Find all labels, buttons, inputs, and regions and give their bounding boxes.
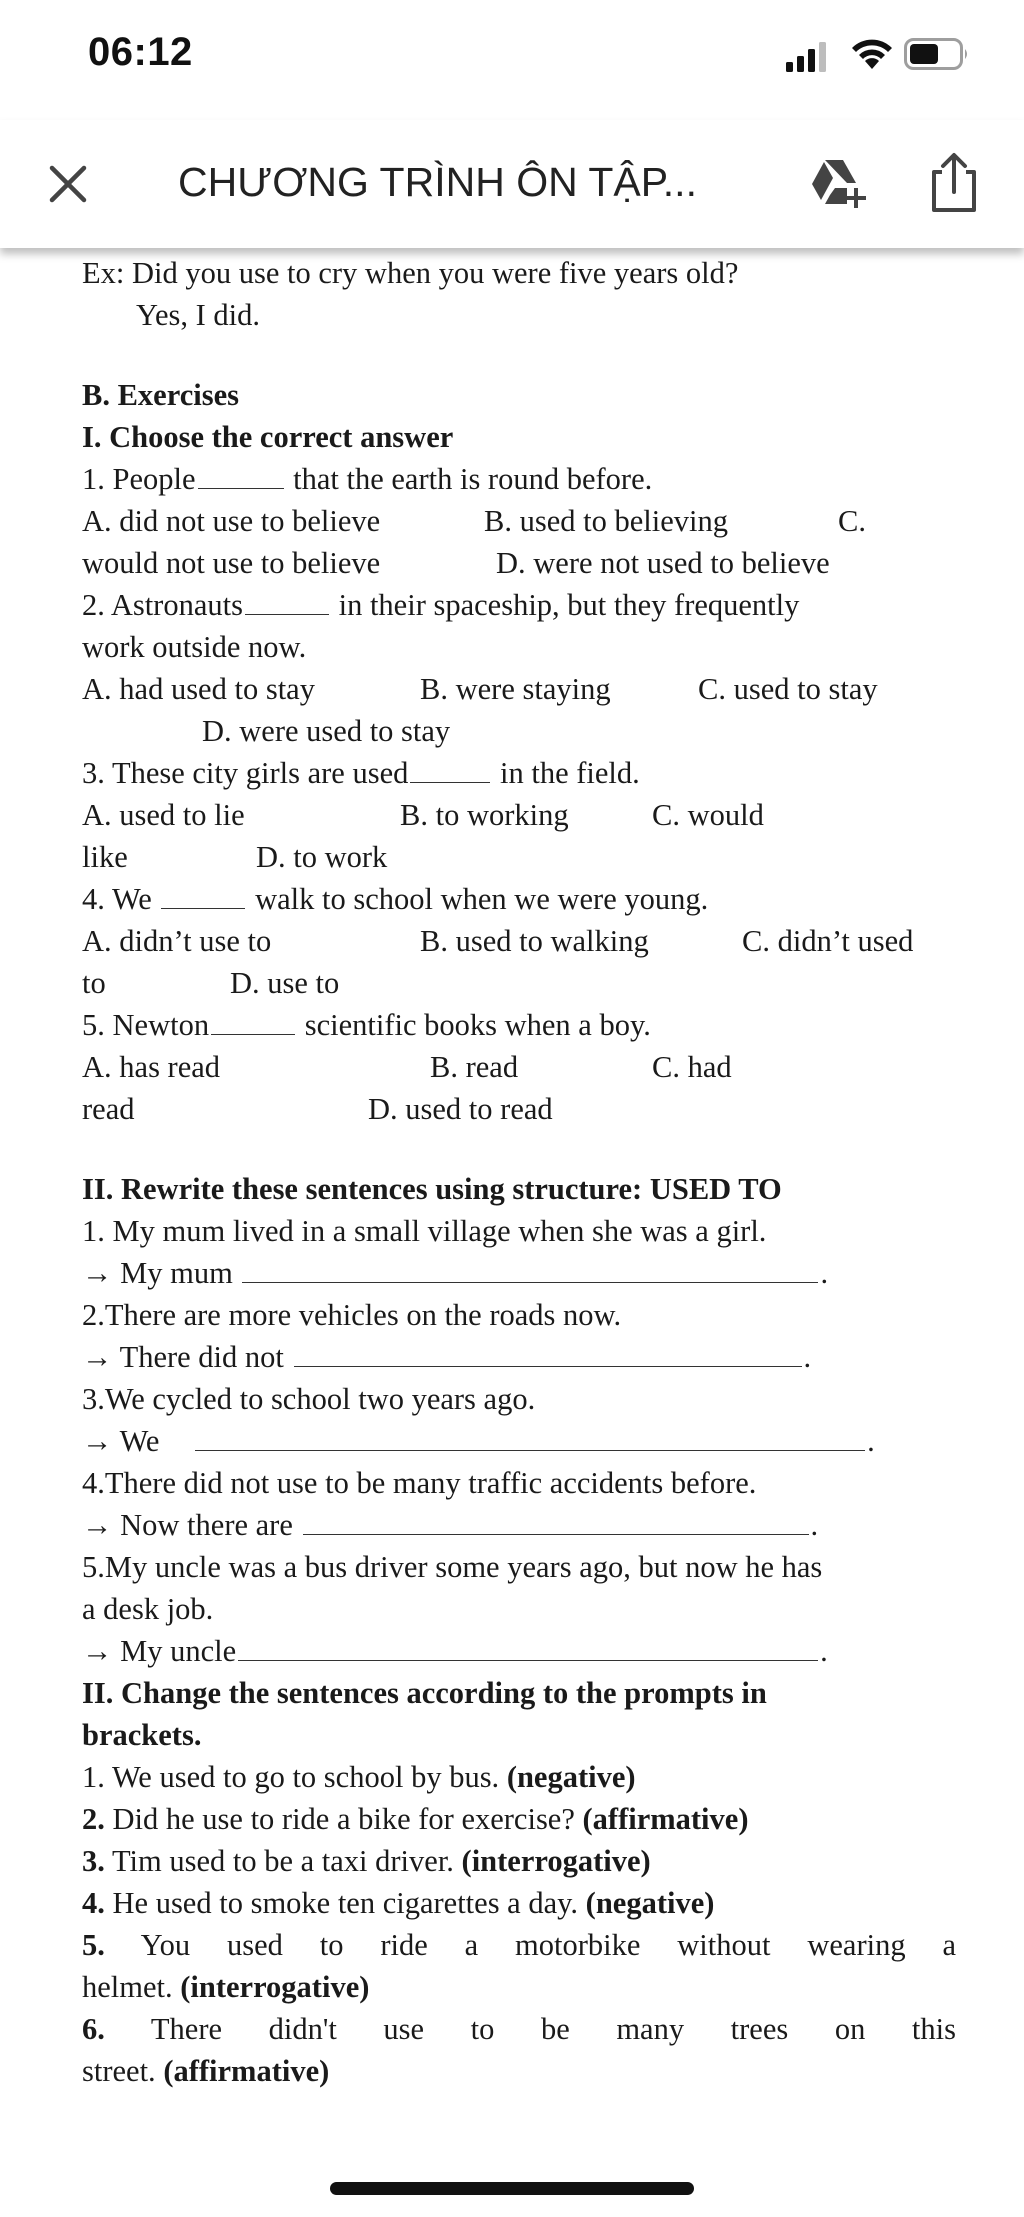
question-5-options-row2 bbox=[82, 1088, 962, 1130]
option-c: C. didn’t used bbox=[742, 924, 914, 958]
answer-blank bbox=[161, 878, 245, 909]
change-4 bbox=[82, 1882, 962, 1924]
answer-blank bbox=[238, 1630, 818, 1661]
question-4-end: walk to school when we were young. bbox=[255, 882, 709, 916]
question-5 bbox=[82, 1004, 962, 1046]
share-icon[interactable] bbox=[924, 150, 984, 216]
change-number: 3. bbox=[82, 1844, 105, 1878]
rewrite-5-answer-line bbox=[82, 1630, 962, 1672]
change-6-cont bbox=[82, 2050, 962, 2088]
change-number: 4. bbox=[82, 1886, 105, 1920]
option-a: A. has read bbox=[82, 1050, 221, 1084]
option-b: B. were staying bbox=[420, 672, 611, 706]
question-1-options-row2 bbox=[82, 542, 962, 584]
question-4 bbox=[82, 878, 962, 920]
question-2 bbox=[82, 584, 962, 626]
change-sentence: 1. We used to go to school by bus. bbox=[82, 1760, 500, 1794]
part3-heading: II. Change the sentences according to the prompts in bbox=[82, 1676, 767, 1710]
change-sentence: Tim used to be a taxi driver. bbox=[111, 1844, 454, 1878]
change-sentence: There didn't use to be many trees on this bbox=[150, 2012, 956, 2046]
change-prompt: (negative) bbox=[585, 1886, 715, 1920]
option-b: B. used to believing bbox=[484, 504, 728, 538]
example-answer: Yes, I did. bbox=[136, 298, 261, 332]
option-d: D. use to bbox=[230, 966, 340, 1000]
question-4-options-row2 bbox=[82, 962, 962, 1004]
period: . bbox=[820, 1634, 828, 1668]
change-prompt: (affirmative) bbox=[163, 2054, 330, 2088]
option-a: A. had used to stay bbox=[82, 672, 315, 706]
option-c-cont: read bbox=[82, 1092, 135, 1126]
wifi-icon bbox=[850, 36, 894, 70]
option-b: B. used to walking bbox=[420, 924, 649, 958]
part3-heading-cont: brackets. bbox=[82, 1718, 202, 1752]
question-4-options-row1 bbox=[82, 920, 962, 962]
change-prompt: (affirmative) bbox=[582, 1802, 749, 1836]
question-1-end: that the earth is round before. bbox=[293, 462, 653, 496]
example-question: Ex: Did you use to cry when you were five years old? bbox=[82, 256, 739, 290]
question-3 bbox=[82, 752, 962, 794]
change-5 bbox=[82, 1924, 956, 1966]
change-number: 5. bbox=[82, 1928, 105, 1962]
rewrite-1-answer-line bbox=[82, 1252, 962, 1294]
question-5-end: scientific books when a boy. bbox=[304, 1008, 651, 1042]
change-6 bbox=[82, 2008, 956, 2050]
section-b-heading: B. Exercises bbox=[82, 378, 239, 412]
change-2 bbox=[82, 1798, 962, 1840]
question-4-start: 4. We bbox=[82, 882, 152, 916]
change-3 bbox=[82, 1840, 962, 1882]
rewrite-5: 5.My uncle was a bus driver some years ago, but now he has bbox=[82, 1550, 823, 1584]
option-d: D. used to read bbox=[368, 1092, 553, 1126]
rewrite-3-answer-line bbox=[82, 1420, 962, 1462]
question-3-options-row2 bbox=[82, 836, 962, 878]
answer-blank bbox=[410, 752, 490, 783]
change-number: 2. bbox=[82, 1802, 105, 1836]
period: . bbox=[810, 1508, 819, 1542]
rewrite-prompt: → We bbox=[82, 1424, 160, 1458]
option-c: C. had bbox=[652, 1050, 732, 1084]
rewrite-2-answer-line bbox=[82, 1336, 962, 1378]
change-prompt: (interrogative) bbox=[180, 1970, 370, 2004]
change-sentence-cont: helmet. bbox=[82, 1970, 173, 2004]
part1-heading: I. Choose the correct answer bbox=[82, 420, 454, 454]
change-sentence-cont: street. bbox=[82, 2054, 156, 2088]
cellular-signal-icon bbox=[786, 42, 830, 72]
change-sentence: He used to smoke ten cigarettes a day. bbox=[112, 1886, 579, 1920]
status-bar bbox=[0, 0, 1024, 120]
option-a: A. didn’t use to bbox=[82, 924, 272, 958]
question-3-options-row1 bbox=[82, 794, 962, 836]
question-2-start: 2. Astronauts bbox=[82, 588, 243, 622]
change-prompt: (interrogative) bbox=[461, 1844, 651, 1878]
question-5-start: 5. Newton bbox=[82, 1008, 210, 1042]
option-c: C. would bbox=[652, 798, 764, 832]
rewrite-1: 1. My mum lived in a small village when she was a girl. bbox=[82, 1214, 767, 1248]
rewrite-prompt: → There did not bbox=[82, 1340, 284, 1374]
option-d: D. to work bbox=[256, 840, 388, 874]
rewrite-4-answer-line bbox=[82, 1504, 962, 1546]
battery-icon bbox=[904, 38, 970, 70]
change-5-cont bbox=[82, 1966, 962, 2008]
question-2-end: in their spaceship, but they frequently bbox=[338, 588, 800, 622]
answer-blank bbox=[198, 458, 284, 489]
option-a: A. did not use to believe bbox=[82, 504, 381, 538]
question-1-start: 1. People bbox=[82, 462, 196, 496]
option-c-cont: to bbox=[82, 966, 106, 1000]
add-to-drive-icon[interactable] bbox=[804, 154, 868, 214]
question-2-cont: work outside now. bbox=[82, 630, 307, 664]
close-icon[interactable] bbox=[40, 156, 96, 212]
question-1-options-row1 bbox=[82, 500, 962, 542]
rewrite-prompt: → My uncle bbox=[82, 1634, 237, 1668]
option-c-cont: would not use to believe bbox=[82, 546, 381, 580]
answer-blank bbox=[195, 1420, 865, 1451]
period: . bbox=[803, 1340, 812, 1374]
rewrite-prompt: → My mum bbox=[82, 1256, 233, 1290]
part2-heading: II. Rewrite these sentences using structure: USED TO bbox=[82, 1172, 782, 1206]
rewrite-5-cont: a desk job. bbox=[82, 1592, 214, 1626]
question-2-option-d: D. were used to stay bbox=[202, 714, 451, 748]
home-indicator[interactable] bbox=[330, 2182, 694, 2195]
option-a: A. used to lie bbox=[82, 798, 245, 832]
question-1 bbox=[82, 458, 962, 500]
period: . bbox=[820, 1256, 829, 1290]
rewrite-4: 4.There did not use to be many traffic accidents before. bbox=[82, 1466, 757, 1500]
document-title: CHƯƠNG TRÌNH ÔN TẬP... bbox=[178, 159, 697, 205]
answer-blank bbox=[294, 1336, 802, 1367]
answer-blank bbox=[242, 1252, 818, 1283]
rewrite-prompt: → Now there are bbox=[82, 1508, 293, 1542]
answer-blank bbox=[245, 584, 329, 615]
app-bar bbox=[0, 120, 1024, 248]
change-sentence: You used to ride a motorbike without wearing a bbox=[140, 1928, 956, 1962]
rewrite-2: 2.There are more vehicles on the roads now. bbox=[82, 1298, 622, 1332]
change-1 bbox=[82, 1756, 962, 1798]
status-time: 06:12 bbox=[88, 30, 193, 74]
change-sentence: Did he use to ride a bike for exercise? bbox=[112, 1802, 575, 1836]
option-b: B. read bbox=[430, 1050, 519, 1084]
answer-blank bbox=[211, 1004, 295, 1035]
question-3-end: in the field. bbox=[500, 756, 640, 790]
option-d: D. were not used to believe bbox=[496, 546, 830, 580]
option-b: B. to working bbox=[400, 798, 569, 832]
rewrite-3: 3.We cycled to school two years ago. bbox=[82, 1382, 536, 1416]
option-c: C. used to stay bbox=[698, 672, 878, 706]
answer-blank bbox=[303, 1504, 809, 1535]
option-c: C. bbox=[838, 504, 866, 538]
option-c-cont: like bbox=[82, 840, 128, 874]
question-2-options-row1 bbox=[82, 668, 962, 710]
document-page[interactable] bbox=[0, 248, 1024, 2088]
question-3-start: 3. These city girls are used bbox=[82, 756, 409, 790]
change-number: 6. bbox=[82, 2012, 105, 2046]
change-prompt: (negative) bbox=[506, 1760, 636, 1794]
question-5-options-row1 bbox=[82, 1046, 962, 1088]
period: . bbox=[867, 1424, 875, 1458]
